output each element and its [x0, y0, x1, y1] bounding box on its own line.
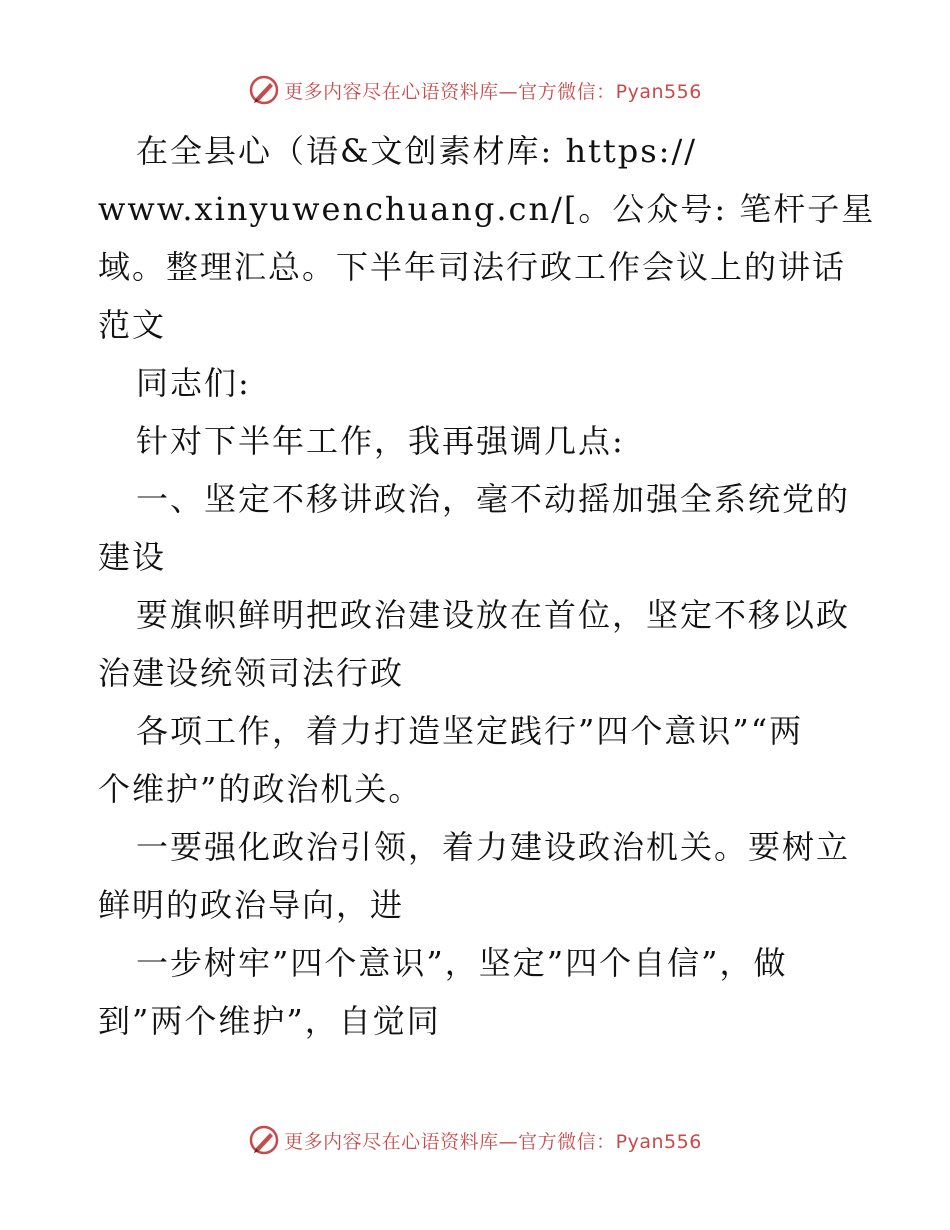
- pen-logo-icon: [248, 74, 280, 106]
- header-banner: [0, 70, 950, 110]
- pen-logo-icon: [248, 1124, 280, 1156]
- paragraph-line: 一要强化政治引领，着力建设政治机关。要树立: [136, 828, 851, 866]
- paragraph-line: 针对下半年工作，我再强调几点:: [136, 422, 625, 460]
- footer-banner: [0, 1120, 950, 1160]
- section-heading: 一、坚定不移讲政治，毫不动摇加强全系统党的: [136, 480, 851, 518]
- paragraph-line: 个维护”的政治机关。: [98, 770, 423, 808]
- header-banner-text: 更多内容尽在心语资料库—官方微信：Pyan556: [284, 80, 702, 103]
- paragraph-line: 要旗帜鲜明把政治建设放在首位，坚定不移以政: [136, 596, 851, 634]
- paragraph-line: 范文: [98, 306, 167, 344]
- paragraph-line: www.xinyuwenchuang.cn/[。公众号: 笔杆子星: [98, 190, 876, 228]
- paragraph-line: 治建设统领司法行政: [98, 654, 405, 692]
- paragraph-line: 一步树牢”四个意识”，坚定”四个自信”，做: [136, 944, 788, 982]
- footer-banner-text: 更多内容尽在心语资料库—官方微信：Pyan556: [284, 1130, 702, 1153]
- paragraph-line: 域。整理汇总。下半年司法行政工作会议上的讲话: [98, 248, 847, 286]
- paragraph-line: 鲜明的政治导向，进: [98, 886, 405, 924]
- salutation: 同志们:: [136, 364, 251, 402]
- paragraph-line: 在全县心（语&文创素材库: https://: [136, 132, 698, 170]
- paragraph-line: 到”两个维护”，自觉同: [98, 1002, 441, 1040]
- paragraph-line: 各项工作，着力打造坚定践行”四个意识”“两: [136, 712, 804, 750]
- section-heading-cont: 建设: [98, 538, 167, 576]
